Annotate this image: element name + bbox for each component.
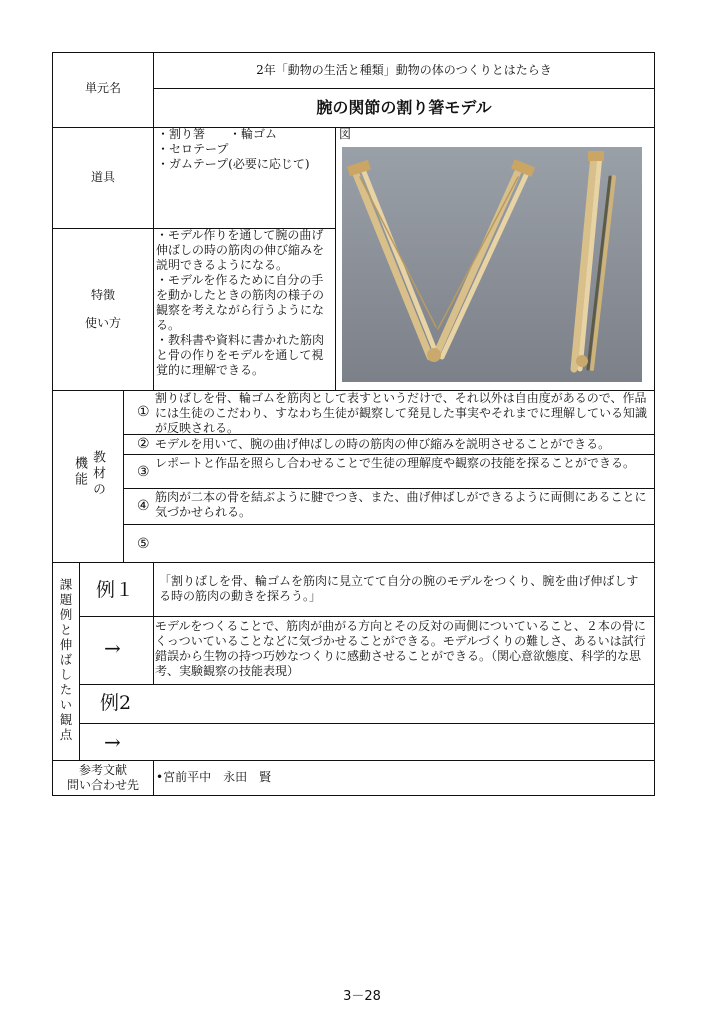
function-num-5: ⑤ — [137, 536, 150, 552]
function-label-b: の — [90, 482, 105, 498]
unit-label: 単元名 — [84, 81, 121, 95]
unit-subtitle: 2年「動物の生活と種類」動物の体のつくりとはたらき — [256, 63, 552, 77]
figure-label: 図 — [339, 127, 352, 141]
example1-text: 「割りばしを骨、輪ゴムを筋肉に見立てて自分の腕のモデルをつくり、腕を曲げ伸ばしする時の筋肉の動きを探ろう。」 — [159, 574, 639, 603]
reference-text: •宮前平中 永田 賢 — [156, 770, 272, 784]
function-text-1: 割りばしを骨、輪ゴムを筋肉として表すというだけで、それ以外は自由度があるので、作品には生徒のこだわり、すなわち生徒が観察して発見した事実やそれまでに理解している知識が反映される。 — [155, 391, 648, 435]
arrow1-text: モデルをつくることで、筋肉が曲がる方向とその反対の両側についていること、２本の骨にくっついていることなどに気づかせることができる。モデルづくりの難しさ、あるいは試行錯誤から生物の持つ巧妙なつくりに感動させることができる。（関心意欲態度、科学的な思考、実験観察の技能表現） — [155, 619, 646, 678]
model-photo — [342, 147, 642, 382]
arrow1-icon: → — [104, 636, 121, 660]
function-text-4: 筋肉が二本の骨を結ぶように腱でつき、また、曲げ伸ばしができるように両側にあることに気づかせられる。 — [155, 490, 647, 519]
function-num-1: ① — [137, 404, 150, 420]
function-text-2: モデルを用いて、腕の曲げ伸ばしの時の筋肉の伸び縮みを説明させることができる。 — [155, 437, 611, 451]
example2-row — [79, 684, 655, 724]
features-label-2: 使い方 — [84, 316, 121, 330]
function-text-3: レポートと作品を照らし合わせることで生徒の理解度や観察の技能を探ることができる。 — [155, 456, 636, 470]
tools-items: ・割り箸 ・輪ゴム ・セロテープ ・ガムテープ(必要に応じて) — [157, 127, 310, 171]
function-num-3: ③ — [137, 464, 150, 480]
arrow2-icon: → — [104, 730, 121, 754]
function-row-5 — [123, 524, 655, 563]
features-label-1: 特徴 — [90, 288, 115, 302]
example2-label: 例2 — [100, 692, 132, 714]
function-label-cell — [52, 390, 124, 563]
page-number: 3－28 — [343, 989, 381, 1004]
function-label-c: 機能 — [72, 456, 87, 488]
features-label-cell — [52, 228, 154, 391]
tasks-label: 課題例と伸ばしたい観点 — [58, 578, 73, 743]
function-num-2: ② — [137, 436, 150, 452]
function-label-a: 教材 — [90, 450, 105, 482]
reference-label-2: 問い合わせ先 — [66, 778, 139, 792]
features-text: ・モデル作りを通して腕の曲げ伸ばしの時の筋肉の伸び縮みを説明できるようになる。 ・モデルを作るために自分の手を動かしたときの筋肉の様子の観察を考えながら行うようになる。 ・教科書や資料に書かれた筋肉と骨の作りをモデルを通して視覚的に理解できる。 — [156, 228, 325, 377]
function-num-4: ④ — [137, 498, 150, 514]
tools-label: 道具 — [90, 170, 115, 184]
example1-label: 例１ — [96, 579, 135, 601]
arrow2-row — [79, 723, 655, 761]
unit-title: 腕の関節の割り箸モデル — [316, 98, 492, 117]
reference-label-1: 参考文献 — [78, 763, 127, 777]
